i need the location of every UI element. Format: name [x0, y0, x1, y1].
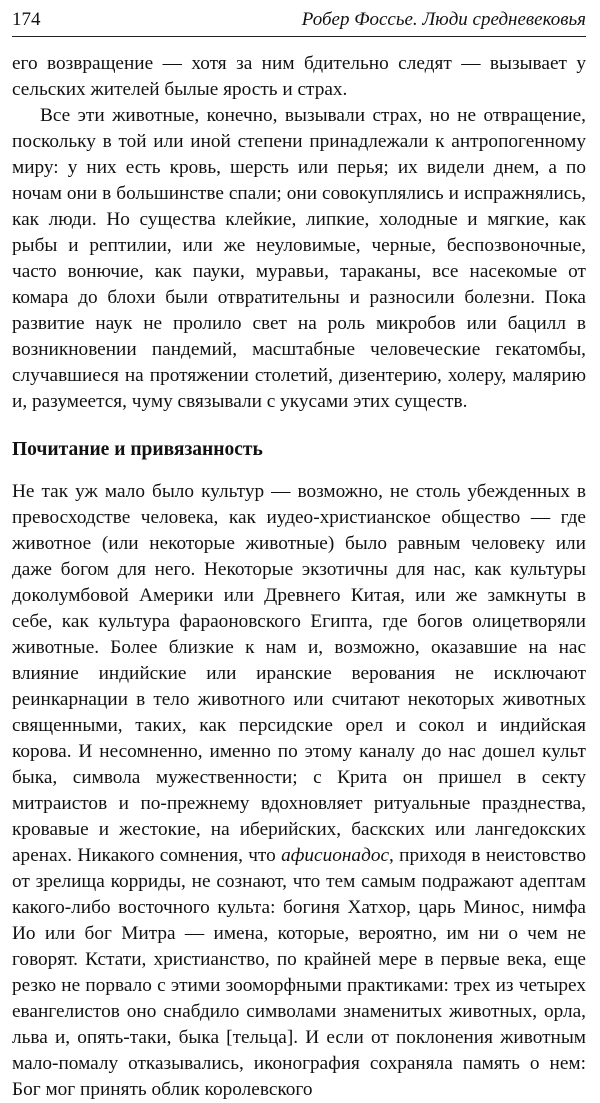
paragraph-continued: его возвращение — хотя за ним бдительно следят — вызывает у сельских жителей былые ярость и страх.: [12, 53, 586, 100]
paragraph-veneration-part-1: Не так уж мало было культур — возможно, не столь убежденных в превосходстве человека, как иудео-христианское общество — где животное (или некоторые животные) было равным человеку или даже богом для него. Некоторые экзотичны для нас, как культуры доколумбовой Америки или Древнего Китая, или же замкнуты в себе, как культура фараоновского Египта, где богов олицетворяли животные. Более близкие к нам и, возможно, оказавшие на нас влияние индийские или иранские верования не исключают реинкарнации в тело животного или считают некоторых животных священными, таких, как персидские орел и сокол и индийская корова. И несомненно, именно по этому каналу до нас дошел культ быка, символа мужественности; с Крита он пришел в секту митраистов и по-прежнему вдохновляет ритуальные празднества, кровавые и жестокие, на иберийских, баскских или лангедокских аренах. Никакого сомнения, что: [12, 481, 586, 866]
running-title: Робер Фоссье. Люди средневековья: [301, 9, 586, 30]
body-text: [12, 51, 586, 1103]
paragraph-veneration-part-2: , приходя в неистовство от зрелища корриды, не сознают, что тем самым подражают адептам какого-либо восточного культа: богиня Хатхор, царь Минос, нимфа Ио или бог Митра — имена, которые, вероятно, им ни о чем не говорят. Кстати, христианство, по крайней мере в первые века, еще резко не порвало с этими зооморфными практиками: трех из четырех евангелистов оно снабдило символами знаменитых животных, орла, льва и, опять-таки, быка [тельца]. И если от поклонения животным мало-помалу отказывались, иконография сохраняла память о нем: Бог мог принять облик королевского: [12, 845, 586, 1100]
italic-term: афисионадос: [281, 845, 390, 866]
page-number: 174: [12, 9, 41, 30]
section-heading: Почитание и привязанность: [12, 439, 263, 460]
book-page: [12, 6, 586, 1100]
running-header: [12, 6, 586, 37]
paragraph-animals-fear: Все эти животные, конечно, вызывали страх, но не отвращение, поскольку в той или иной степени принадлежали к антропогенному миру: у них есть кровь, шерсть или перья; их видели днем, а по ночам они в большинстве спали; они совокуплялись и испражнялись, как люди. Но существа клейкие, липкие, холодные и мягкие, как рыбы и рептилии, или же неуловимые, черные, беспозвоночные, часто вонючие, как пауки, муравьи, тараканы, все насекомые от комара до блохи были отвратительны и разносили болезни. Пока развитие наук не пролило свет на роль микробов или бацилл в возникновении пандемий, масштабные человеческие гекатомбы, случавшиеся на протяжении столетий, дизентерию, холеру, малярию и, разумеется, чуму связывали с укусами этих существ.: [12, 105, 586, 412]
paragraph-veneration: [12, 479, 586, 1103]
